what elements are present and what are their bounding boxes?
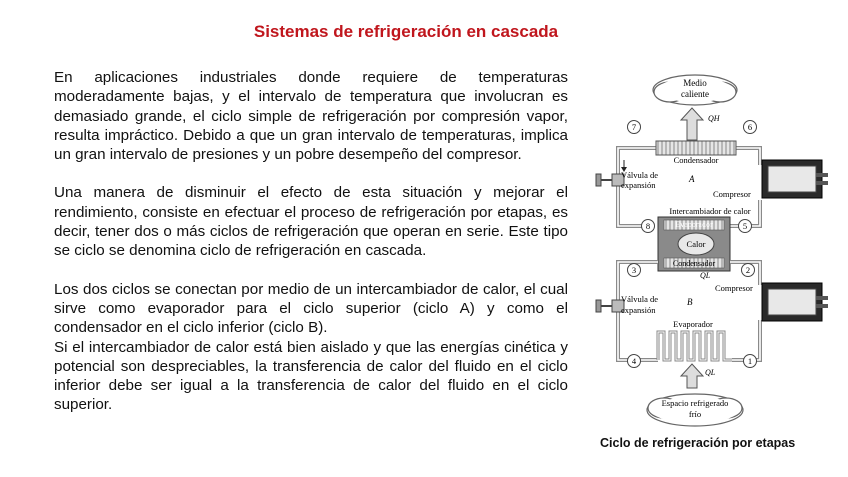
hx-evaporator-label: Evaporador [675,220,713,229]
body-text [54,68,568,415]
qh-arrow [681,108,703,140]
page-title [0,22,848,42]
state-1: 1 [747,356,753,366]
valve-a-label-1: Válvula de [621,170,659,180]
cycle-a-label: A [689,174,695,184]
cold-space-cloud [647,394,743,426]
cascade-refrigeration-diagram [592,70,828,435]
paragraph-4: Si el intercambiador de calor está bien aislado y que las energías cinética y potencial son despreciables, la transferencia de calor del fluido en el ciclo inferior debe ser igual a la transferencia de calor del fluido en el ciclo superior. [54,338,568,414]
heat-label: Calor [686,239,706,249]
valve-a-label-2: expansión [621,180,656,190]
ql-label: QL [705,368,716,377]
paragraph-3: Los dos ciclos se conectan por medio de un intercambiador de calor, el cual sirve como evaporador para el ciclo superior (ciclo A) y como el condensador en el ciclo inferior (ciclo B). [54,280,568,337]
heat-exchanger-label: Intercambiador de calor [669,206,751,216]
state-7: 7 [631,122,637,132]
cold-space-label-2: frío [688,409,702,419]
evaporator-label: Evaporador [673,319,713,329]
valve-b-label-2: expansión [621,305,656,315]
page-title-text: Sistemas de refrigeración en cascada [253,22,559,41]
compressor-b-label: Compresor [715,283,753,293]
cold-space-label-1: Espacio refrigerado [661,398,729,408]
condenser-label: Condensador [673,155,719,165]
expansion-valve-a [596,174,624,186]
compressor-a [762,160,828,198]
hot-medium-cloud [653,75,737,105]
ql-mid-label: QL [700,271,711,280]
compressor-b [762,283,828,321]
paragraph-1: En aplicaciones industriales donde requiere de temperaturas moderadamente bajas, y el intervalo de temperatura que involucran es demasiado grande, el ciclo simple de refrigeración por compresión vapor, resulta imprácticо. Debido a que un gran intervalo de temperaturas, implica un gran intervalo de presiones y un pobre desempeño del compresor. [54,69,568,164]
hx-condenser-label: Condensador [672,259,716,268]
hot-medium-label-1: Medio [683,78,707,88]
ql-arrow [681,364,703,388]
evaporator-coil [658,332,732,360]
cycle-b-label: B [687,297,693,307]
valve-b-label-1: Válvula de [621,294,659,304]
hot-medium-label-2: caliente [681,89,709,99]
compressor-a-label: Compresor [713,189,751,199]
state-2: 2 [745,265,751,275]
state-5: 5 [742,221,748,231]
expansion-valve-b [596,300,624,312]
state-4: 4 [631,356,637,366]
qh-label: QH [708,114,720,123]
paragraph-2: Una manera de disminuir el efecto de esta situación y mejorar el rendimiento, consiste en efectuar el proceso de refrigeración por etapas, es decir, tener dos o más ciclos de refrigeración que operan en serie. Este tipo se ciclo se denomina ciclo de refrigeración en cascada. [54,184,568,260]
state-6: 6 [747,122,753,132]
state-3: 3 [631,265,637,275]
figure-caption: Ciclo de refrigeración por etapas [600,436,796,450]
condenser-coil [656,141,736,155]
state-8: 8 [645,221,651,231]
